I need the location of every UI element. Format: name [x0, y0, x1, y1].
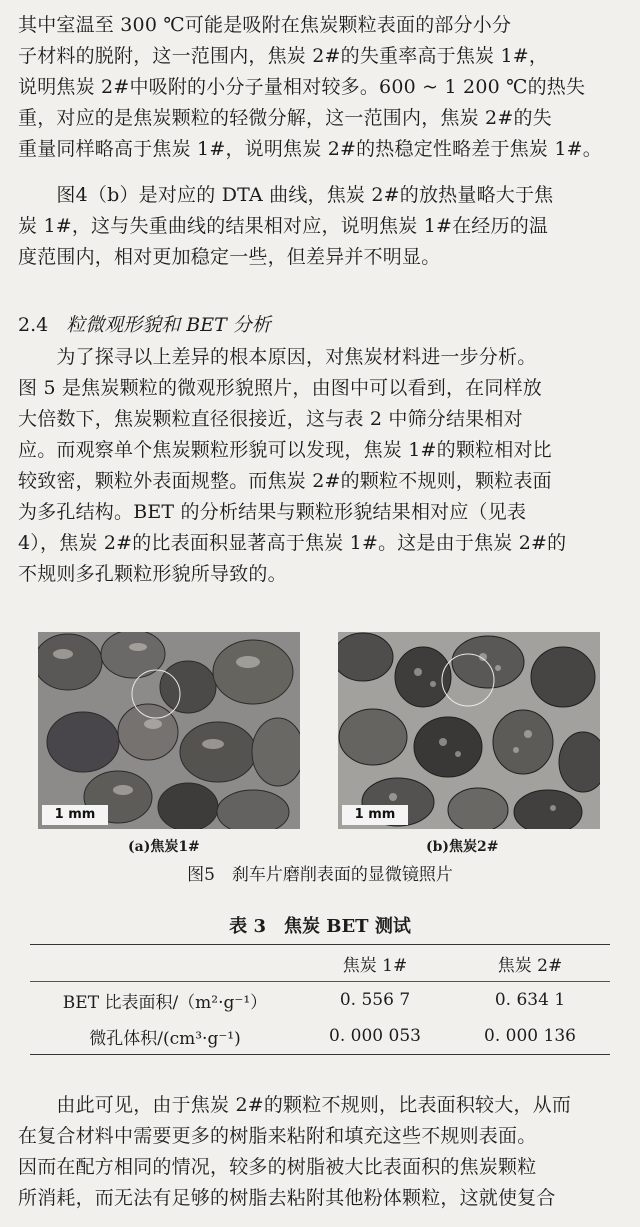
- text-line: 说明焦炭 2#中吸附的小分子量相对较多。600 ~ 1 200 ℃的热失: [18, 76, 586, 98]
- micrograph-coke-2: [338, 632, 600, 829]
- text-line: 重，对应的是焦炭颗粒的轻微分解，这一范围内，焦炭 2#的失: [18, 107, 552, 129]
- text-line: 度范围内，相对更加稳定一些，但差异并不明显。: [18, 246, 441, 268]
- table-cell: 0. 634 1: [494, 990, 566, 1010]
- paragraph-dta-curve: [18, 180, 624, 273]
- text-line: 因而在配方相同的情况，较多的树脂被大比表面积的焦炭颗粒: [18, 1156, 537, 1178]
- section-heading: [18, 310, 271, 341]
- table-header-cell: 焦炭 2#: [497, 955, 563, 976]
- table-row: [30, 1018, 610, 1055]
- table-cell: 0. 556 7: [339, 990, 411, 1010]
- text-line: 应。而观察单个焦炭颗粒形貌可以发现，焦炭 1#的颗粒相对比: [18, 439, 552, 461]
- text-line: 在复合材料中需要更多的树脂来粘附和填充这些不规则表面。: [18, 1125, 537, 1147]
- text-line: 4），焦炭 2#的比表面积显著高于焦炭 1#。这是由于焦炭 2#的: [18, 532, 567, 554]
- bet-table: [30, 944, 610, 1055]
- paragraph-thermal-weight-loss: [18, 10, 624, 165]
- table-header-row: [30, 945, 610, 982]
- text-line: 为多孔结构。BET 的分析结果与颗粒形貌结果相对应（见表: [18, 501, 527, 523]
- text-line: 由此可见，由于焦炭 2#的颗粒不规则，比表面积较大，从而: [18, 1094, 572, 1116]
- scale-bar: 1 mm: [42, 805, 108, 825]
- text-line: 大倍数下，焦炭颗粒直径很接近，这与表 2 中筛分结果相对: [18, 408, 523, 430]
- text-line: 所消耗，而无法有足够的树脂去粘附其他粉体颗粒，这就使复合: [18, 1187, 556, 1209]
- text-line: 较致密，颗粒外表面规整。而焦炭 2#的颗粒不规则，颗粒表面: [18, 470, 552, 492]
- text-line: 其中室温至 300 ℃可能是吸附在焦炭颗粒表面的部分小分: [18, 14, 512, 36]
- table-cell-label: BET 比表面积/（m²·g⁻¹）: [62, 992, 268, 1013]
- micrograph-coke-1: [38, 632, 300, 829]
- table-header-cell: 焦炭 1#: [342, 955, 408, 976]
- text-line: 为了探寻以上差异的根本原因，对焦炭材料进一步分析。: [18, 346, 537, 368]
- table-header-cell: [30, 945, 300, 982]
- paragraph-conclusion: [18, 1090, 624, 1214]
- text-line: 炭 1#，这与失重曲线的结果相对应，说明焦炭 1#在经历的温: [18, 215, 549, 237]
- text-line: 图4（b）是对应的 DTA 曲线，焦炭 2#的放热量略大于焦: [18, 184, 554, 206]
- paragraph-morphology: [18, 342, 624, 590]
- section-title: 粒微观形貌和 BET 分析: [66, 314, 271, 336]
- text-line: 不规则多孔颗粒形貌所导致的。: [18, 563, 287, 585]
- figure-caption: 图5 刹车片磨削表面的显微镜照片: [187, 865, 453, 885]
- section-number: 2.4: [18, 314, 49, 336]
- table-cell: 0. 000 136: [484, 1026, 576, 1046]
- scale-bar: 1 mm: [342, 805, 408, 825]
- text-line: 子材料的脱附，这一范围内，焦炭 2#的失重率高于焦炭 1#，: [18, 45, 549, 67]
- subcaption-b: (b)焦炭2#: [426, 839, 499, 855]
- table-row: [30, 982, 610, 1019]
- table-cell: 0. 000 053: [329, 1026, 421, 1046]
- table-title: 表 3 焦炭 BET 测试: [229, 916, 411, 937]
- subcaption-a: (a)焦炭1#: [128, 839, 200, 855]
- text-line: 图 5 是焦炭颗粒的微观形貌照片，由图中可以看到，在同样放: [18, 377, 542, 399]
- text-line: 重量同样略高于焦炭 1#，说明焦炭 2#的热稳定性略差于焦炭 1#。: [18, 138, 602, 160]
- table-cell-label: 微孔体积/(cm³·g⁻¹): [89, 1028, 241, 1049]
